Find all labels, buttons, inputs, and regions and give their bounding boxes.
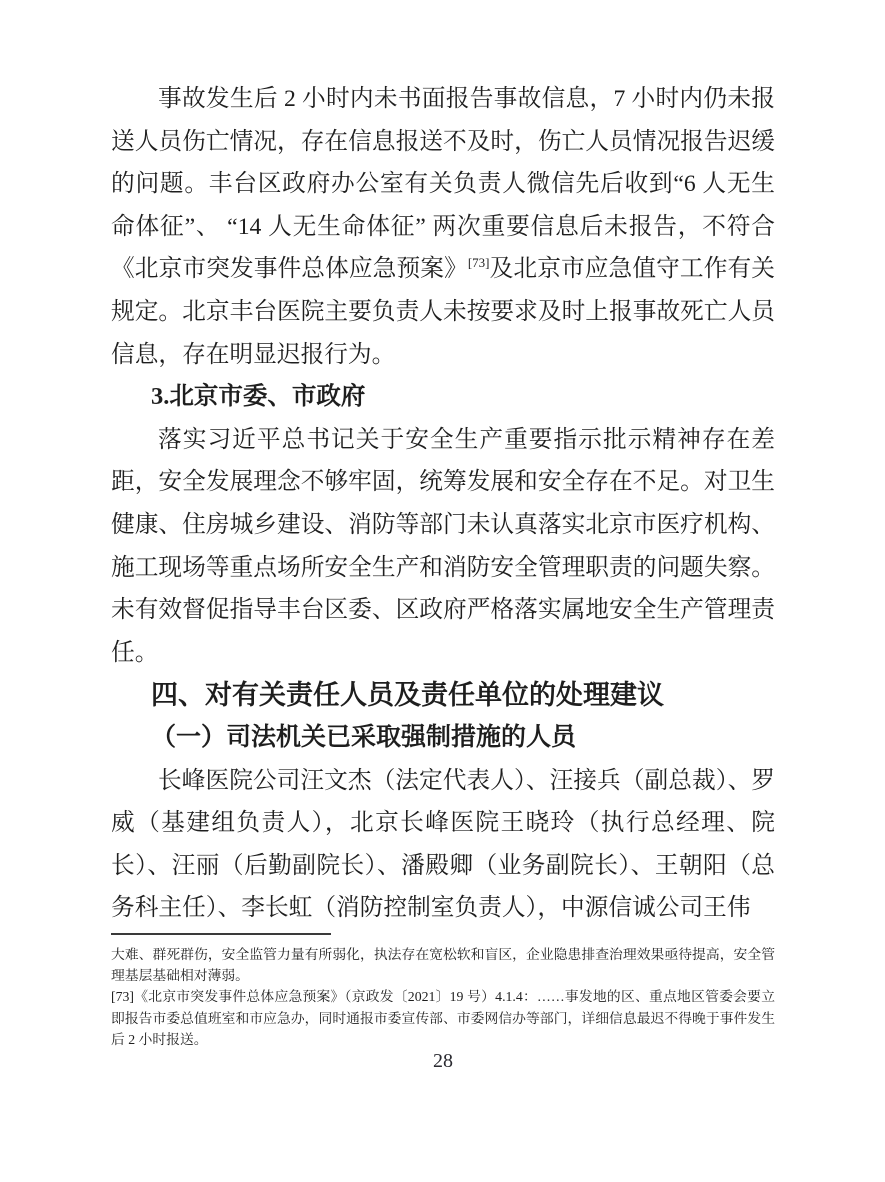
content-area bbox=[111, 78, 775, 930]
footnote-area bbox=[111, 933, 775, 1050]
heading-section-4-recommendations: 四、对有关责任人员及责任单位的处理建议 bbox=[151, 680, 664, 711]
footnote-ref-73: [73] bbox=[467, 255, 490, 271]
heading-beijing-municipal-committee: 3.北京市委、市政府 bbox=[151, 383, 366, 411]
paragraph-1-text-after-ref: 及北京市应急值守工作有关规定。北京丰台医院主要负责人未按要求及时上报事故死亡人员信息，存在明显迟报行为。 bbox=[111, 256, 775, 368]
footnote-73: [73]《北京市突发事件总体应急预案》（京政发〔2021〕19 号）4.1.4：……事发地的区、重点地区管委会要立即报告市委总值班室和市应急办，同时通报市委宣传部、市委网信办等部门，详细信息最迟不得晚于事件发生后 2 小时报送。 bbox=[111, 989, 775, 1047]
page-number: 28 bbox=[433, 1050, 453, 1072]
paragraph-1-text-before-ref: 事故发生后 2 小时内未书面报告事故信息，7 小时内仍未报送人员伤亡情况，存在信息报送不及时，伤亡人员情况报告迟缓的问题。丰台区政府办公室有关负责人微信先后收到“6 人无生命体征”、 “14 人无生命体征” 两次重要信息后未报告，不符合《北京市突发事件总体应急预案》 bbox=[111, 86, 775, 283]
footnote-continuation: 大难、群死群伤，安全监管力量有所弱化，执法存在宽松软和盲区，企业隐患排查治理效果亟待提高，安全管理基层基础相对薄弱。 bbox=[111, 947, 775, 984]
paragraph-2: 落实习近平总书记关于安全生产重要指示批示精神存在差距，安全发展理念不够牢固，统筹发展和安全存在不足。对卫生健康、住房城乡建设、消防等部门未认真落实北京市医疗机构、施工现场等重点场所安全生产和消防安全管理职责的问题失察。未有效督促指导丰台区委、区政府严格落实属地安全生产管理责任。 bbox=[111, 426, 775, 666]
heading-section-4-1-judicial-measures: （一）司法机关已采取强制措施的人员 bbox=[151, 723, 577, 751]
footnote-separator bbox=[111, 933, 331, 935]
paragraph-3: 长峰医院公司汪文杰（法定代表人）、汪接兵（副总裁）、罗威（基建组负责人），北京长峰医院王晓玲（执行总经理、院长）、汪丽（后勤副院长）、潘殿卿（业务副院长）、王朝阳（总务科主任）、李长虹（消防控制室负责人），中源信诚公司王伟 bbox=[111, 767, 775, 922]
paragraph-1 bbox=[111, 78, 775, 376]
